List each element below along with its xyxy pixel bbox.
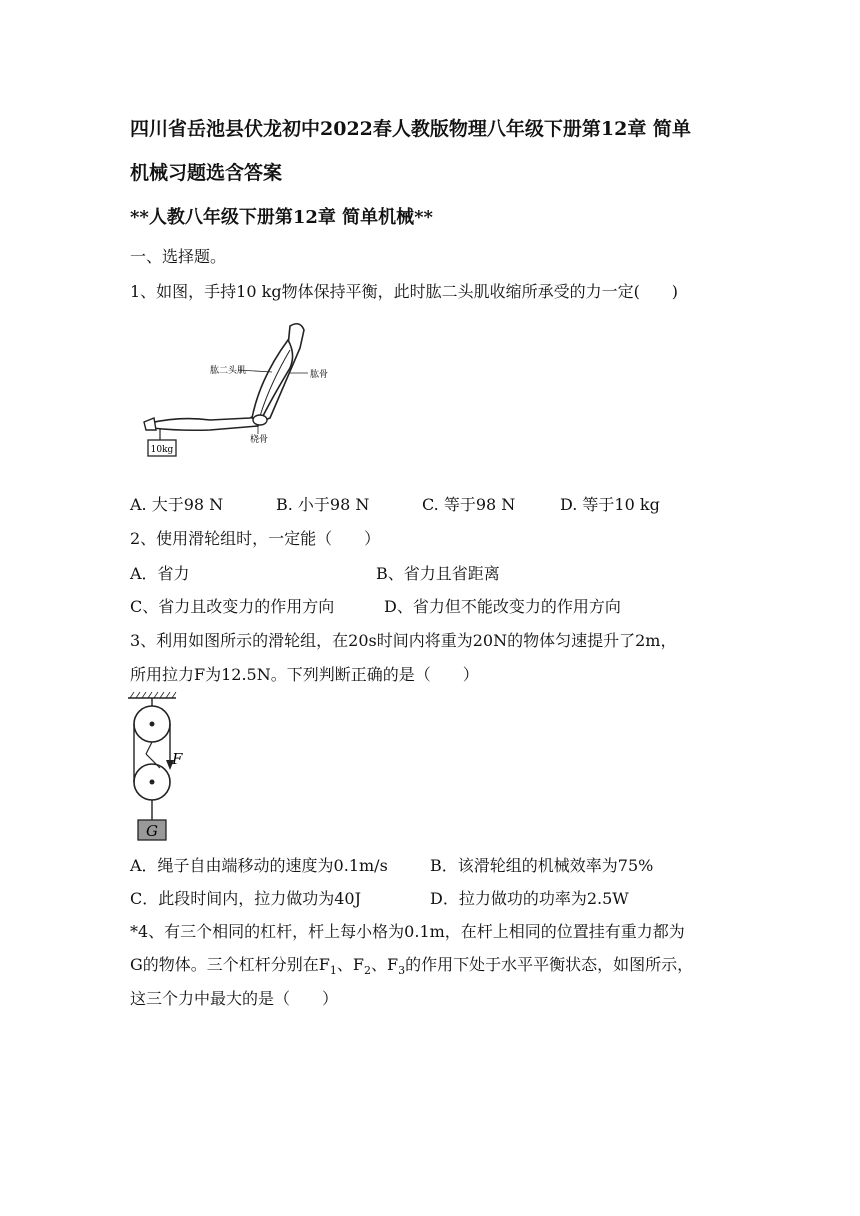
q2-option-c: C、省力且改变力的作用方向 [130, 597, 335, 616]
section-subtitle: **人教八年级下册第12章 简单机械** [130, 207, 433, 228]
f1-subscript: 1 [329, 964, 337, 978]
radius-label: 桡骨 [250, 435, 269, 445]
q1-option-c: C. 等于98 N [422, 495, 516, 514]
pulley-figure [124, 690, 204, 845]
q1-option-a: A. 大于98 N [130, 495, 224, 514]
q4-line2 [130, 954, 693, 982]
q1-option-d: D. 等于10 kg [560, 495, 660, 514]
q4-line2-part-b: 的作用下处于水平平衡状态，如图所示， [405, 955, 694, 974]
q3-stem-line2: 所用拉力F为12.5N。下列判断正确的是（ ） [130, 665, 479, 684]
f2-subscript: 2 [364, 964, 371, 978]
q4-sep1: 、F [336, 955, 364, 974]
hand-shape [144, 418, 156, 430]
q2-option-b: B、省力且省距离 [376, 564, 500, 583]
weight-label: G [146, 822, 158, 840]
forearm-shape [150, 414, 258, 430]
doc-title-line1: 四川省岳池县伏龙初中2022春人教版物理八年级下册第12章 简单 [130, 118, 691, 140]
section-heading: 一、选择题。 [130, 247, 227, 266]
q1-option-b: B. 小于98 N [276, 495, 370, 514]
f3-subscript: 3 [398, 964, 406, 978]
q4-line3: 这三个力中最大的是（ ） [130, 989, 339, 1008]
force-label: F [172, 750, 183, 768]
humerus-label: 肱骨 [310, 370, 329, 380]
q2-option-a: A．省力 [130, 564, 190, 583]
arm-lever-figure [140, 318, 340, 463]
q3-stem-line1: 3、利用如图所示的滑轮组，在20s时间内将重为20N的物体匀速提升了2m， [130, 631, 677, 650]
q2-stem: 2、使用滑轮组时，一定能（ ） [130, 529, 381, 548]
q2-option-d: D、省力但不能改变力的作用方向 [384, 597, 621, 616]
q3-option-c: C．此段时间内，拉力做功为40J [130, 889, 362, 908]
q4-sep2: 、F [371, 955, 399, 974]
q3-option-b: B．该滑轮组的机械效率为75% [430, 856, 654, 875]
q3-option-a: A．绳子自由端移动的速度为0.1m/s [130, 856, 388, 875]
q1-stem: 1、如图，手持10 kg物体保持平衡，此时肱二头肌收缩所承受的力一定( ) [130, 282, 679, 301]
q4-line1: *4、有三个相同的杠杆，杆上每小格为0.1m，在杆上相同的位置挂有重力都为 [130, 922, 685, 941]
doc-title-line2: 机械习题选含答案 [130, 162, 283, 184]
q3-option-d: D．拉力做功的功率为2.5W [430, 889, 629, 908]
biceps-label: 肱二头肌 [210, 366, 247, 376]
q4-line2-part-a: G的物体。三个杠杆分别在F [130, 955, 330, 974]
mass-label: 10kg [150, 445, 174, 455]
